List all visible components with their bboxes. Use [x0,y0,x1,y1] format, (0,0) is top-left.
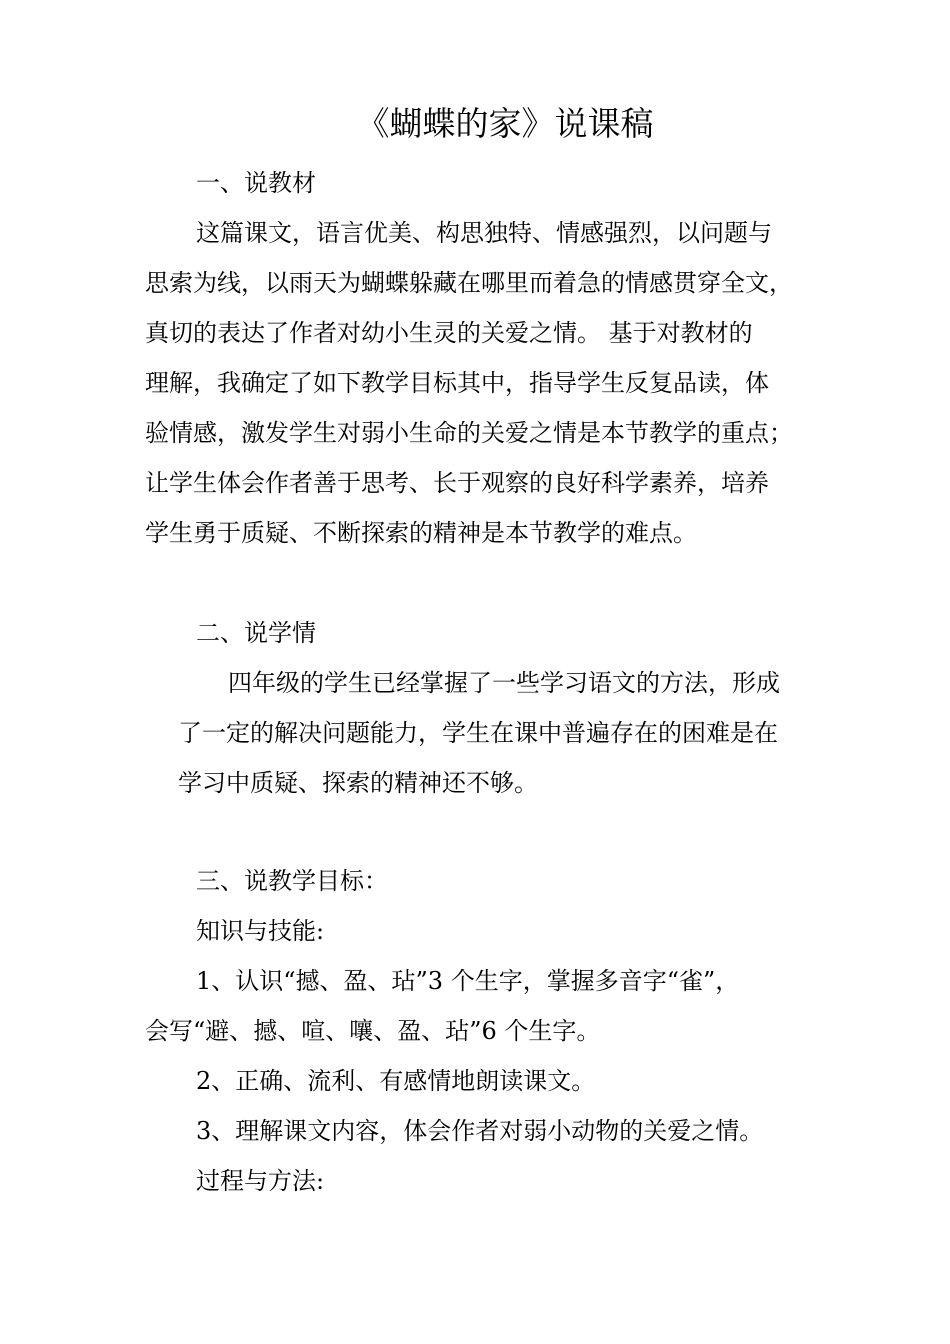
paragraph-line: 让学生体会作者善于思考、长于观察的良好科学素养，培养 [145,469,769,497]
paragraph-line: 学习中质疑、探索的精神还不够。 [178,769,538,797]
subheading-knowledge-skills: 知识与技能: [196,917,325,945]
document-title: 《蝴蝶的家》说课稿 [356,104,654,143]
objective-line: 2、正确、流利、有感情地朗读课文。 [196,1067,596,1095]
objective-line: 会写“避、撼、喧、嚷、盈、玷”6 个生字。 [145,1017,601,1045]
section-heading-2: 二、说学情 [196,619,316,647]
paragraph-line: 学生勇于质疑、不断探索的精神是本节教学的难点。 [145,519,697,547]
section-heading-1: 一、说教材 [196,169,316,197]
paragraph-line: 这篇课文，语言优美、构思独特、情感强烈，以问题与 [196,219,772,247]
paragraph-line: 了一定的解决问题能力，学生在课中普遍存在的困难是在 [178,719,778,747]
section-heading-3: 三、说教学目标： [196,867,388,895]
objective-line: 3、理解课文内容，体会作者对弱小动物的关爱之情。 [196,1117,764,1145]
paragraph-line: 验情感，激发学生对弱小生命的关爱之情是本节教学的重点； [145,419,793,447]
paragraph-line: 理解，我确定了如下教学目标其中，指导学生反复品读，体 [145,369,769,397]
paragraph-line: 思索为线，以雨天为蝴蝶躲藏在哪里而着急的情感贯穿全文， [145,269,793,297]
paragraph-line: 真切的表达了作者对幼小生灵的关爱之情。 基于对教材的 [145,319,753,347]
objective-line: 1、认识“撼、盈、玷”3 个生字，掌握多音字“雀”， [196,967,740,995]
subheading-process-method: 过程与方法: [196,1167,325,1195]
paragraph-line: 四年级的学生已经掌握了一些学习语文的方法，形成 [228,669,780,697]
